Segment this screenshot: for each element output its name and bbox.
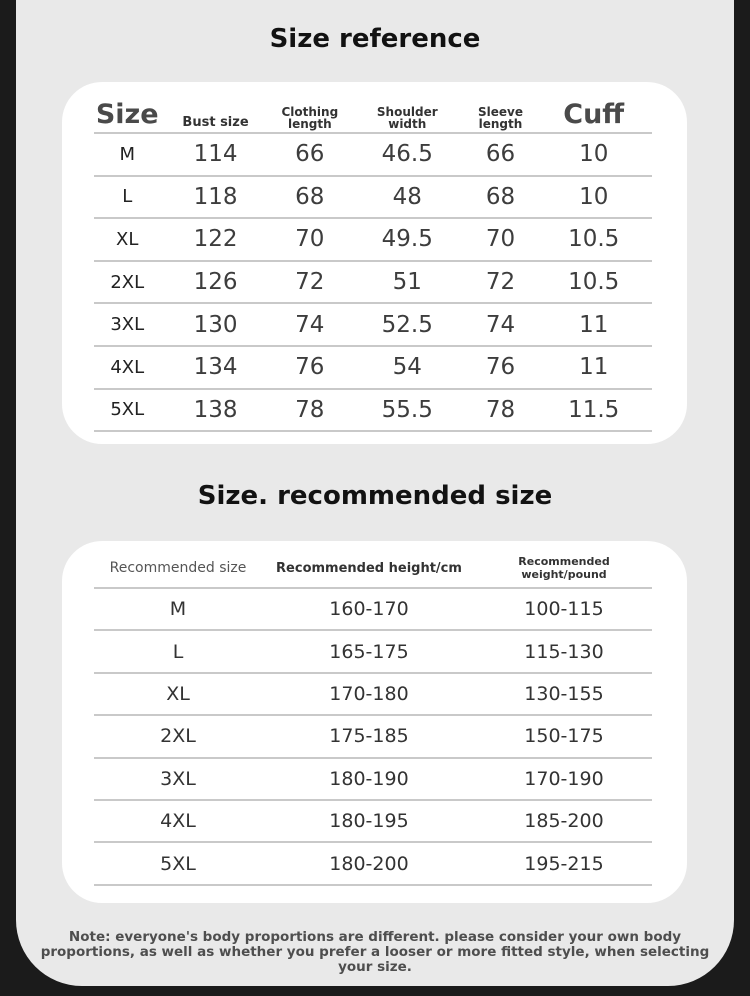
table-row [94, 303, 652, 346]
weight-cell: 115-130 [476, 630, 652, 672]
size-cell: 3XL [94, 758, 262, 800]
clothing-length-cell: 72 [271, 261, 349, 304]
bust-cell: 134 [160, 346, 270, 389]
shoulder-width-cell: 52.5 [349, 303, 466, 346]
weight-cell: 130-155 [476, 673, 652, 715]
cuff-cell: 10 [535, 133, 652, 176]
bust-cell: 114 [160, 133, 270, 176]
size-cell: M [94, 133, 160, 176]
table-row [94, 673, 652, 715]
bust-cell: 126 [160, 261, 270, 304]
height-cell: 180-190 [262, 758, 476, 800]
table-row [94, 261, 652, 304]
sleeve-length-cell: 68 [466, 176, 536, 219]
header-recommended-height: Recommended height/cm [262, 549, 476, 588]
size-cell: L [94, 176, 160, 219]
size-cell: 5XL [94, 389, 160, 432]
sleeve-length-cell: 66 [466, 133, 536, 176]
fit-note: Note: everyone's body proportions are different. please consider your own body proportions, as well as whether you prefer a looser or more fitted style, when selecting your size. [40, 929, 710, 975]
header-recommended-weight: Recommended weight/pound [476, 549, 652, 588]
size-cell: 3XL [94, 303, 160, 346]
table-header-row [94, 94, 652, 133]
size-cell: M [94, 588, 262, 630]
cuff-cell: 10.5 [535, 218, 652, 261]
height-cell: 160-170 [262, 588, 476, 630]
clothing-length-cell: 66 [271, 133, 349, 176]
recommended-size-title: Size. recommended size [197, 481, 553, 511]
shoulder-width-cell: 49.5 [349, 218, 466, 261]
cuff-cell: 11 [535, 303, 652, 346]
size-reference-card [62, 82, 687, 444]
size-cell: XL [94, 218, 160, 261]
table-row [94, 588, 652, 630]
table-header-row [94, 549, 652, 588]
table-row [94, 842, 652, 884]
bust-cell: 118 [160, 176, 270, 219]
weight-cell: 170-190 [476, 758, 652, 800]
weight-cell: 150-175 [476, 715, 652, 757]
header-sleeve-length: Sleeve length [466, 94, 536, 133]
size-cell: 4XL [94, 800, 262, 842]
shoulder-width-cell: 51 [349, 261, 466, 304]
sleeve-length-cell: 74 [466, 303, 536, 346]
header-recommended-size: Recommended size [94, 549, 262, 588]
clothing-length-cell: 74 [271, 303, 349, 346]
cuff-cell: 11.5 [535, 389, 652, 432]
recommended-size-card [62, 541, 687, 903]
size-cell: 5XL [94, 842, 262, 884]
table-row [94, 346, 652, 389]
clothing-length-cell: 70 [271, 218, 349, 261]
header-bust-size: Bust size [160, 94, 270, 133]
recommended-size-table [94, 549, 652, 886]
cuff-cell: 10.5 [535, 261, 652, 304]
table-row [94, 218, 652, 261]
bust-cell: 130 [160, 303, 270, 346]
clothing-length-cell: 78 [271, 389, 349, 432]
shoulder-width-cell: 46.5 [349, 133, 466, 176]
table-row [94, 630, 652, 672]
table-row [94, 758, 652, 800]
size-cell: L [94, 630, 262, 672]
weight-cell: 185-200 [476, 800, 652, 842]
size-cell: 4XL [94, 346, 160, 389]
table-row [94, 800, 652, 842]
height-cell: 175-185 [262, 715, 476, 757]
weight-cell: 100-115 [476, 588, 652, 630]
sleeve-length-cell: 76 [466, 346, 536, 389]
size-reference-title: Size reference [269, 24, 481, 54]
shoulder-width-cell: 54 [349, 346, 466, 389]
sleeve-length-cell: 78 [466, 389, 536, 432]
weight-cell: 195-215 [476, 842, 652, 884]
shoulder-width-cell: 48 [349, 176, 466, 219]
header-shoulder-width: Shoulder width [349, 94, 466, 133]
table-row [94, 133, 652, 176]
shoulder-width-cell: 55.5 [349, 389, 466, 432]
bust-cell: 122 [160, 218, 270, 261]
clothing-length-cell: 76 [271, 346, 349, 389]
cuff-cell: 10 [535, 176, 652, 219]
height-cell: 170-180 [262, 673, 476, 715]
sleeve-length-cell: 70 [466, 218, 536, 261]
header-size: Size [94, 94, 160, 133]
height-cell: 180-200 [262, 842, 476, 884]
size-reference-table [94, 94, 652, 432]
table-row [94, 389, 652, 432]
sleeve-length-cell: 72 [466, 261, 536, 304]
size-cell: 2XL [94, 261, 160, 304]
cuff-cell: 11 [535, 346, 652, 389]
size-cell: 2XL [94, 715, 262, 757]
bust-cell: 138 [160, 389, 270, 432]
height-cell: 165-175 [262, 630, 476, 672]
header-cuff: Cuff [535, 94, 652, 133]
table-row [94, 715, 652, 757]
height-cell: 180-195 [262, 800, 476, 842]
header-clothing-length: Clothing length [271, 94, 349, 133]
table-row [94, 176, 652, 219]
clothing-length-cell: 68 [271, 176, 349, 219]
size-cell: XL [94, 673, 262, 715]
